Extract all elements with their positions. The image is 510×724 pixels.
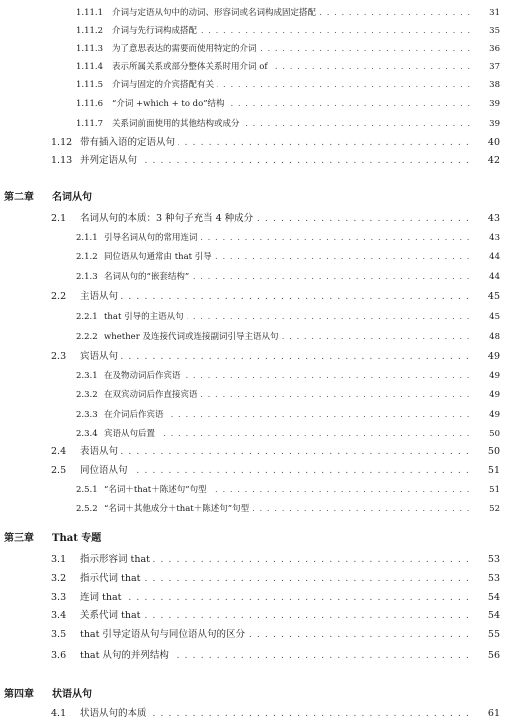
toc-entry-subsection[interactable] — [0, 39, 510, 59]
chapter-number: 第二章 — [4, 192, 34, 203]
page-number: 49 — [489, 410, 500, 420]
section-number: 1.11.2 — [76, 26, 104, 36]
dot-leader — [80, 461, 474, 481]
dot-leader — [80, 442, 474, 462]
section-number: 2.3.3 — [76, 410, 98, 420]
section-title: 表示所属关系或部分整体关系时用介词 of — [112, 57, 270, 77]
page-number: 44 — [489, 252, 500, 262]
toc-entry-section[interactable] — [0, 151, 510, 171]
chapter-title: 状语从句 — [52, 689, 92, 700]
toc-entry-section[interactable] — [0, 588, 510, 608]
page-number: 50 — [489, 429, 500, 439]
page-number: 37 — [489, 62, 500, 72]
section-number: 2.5 — [51, 465, 67, 476]
section-title: 在及物动词后作宾语 — [104, 366, 184, 386]
page-number: 43 — [489, 233, 500, 243]
toc-entry-section[interactable] — [0, 569, 510, 589]
section-title: “介词 +which + to do”结构 — [112, 94, 228, 114]
section-number: 2.1.2 — [76, 252, 98, 262]
section-number: 1.11.4 — [76, 62, 104, 72]
toc-entry-subsection[interactable] — [0, 247, 510, 267]
section-number: 2.3.2 — [76, 390, 98, 400]
section-title: 连词 that — [80, 588, 124, 608]
toc-entry-subsection[interactable] — [0, 228, 510, 248]
section-title: 名词从句的本质：3 种句子充当 4 种成分 — [80, 209, 256, 229]
section-title: 关系词前面使用的其他结构或成分 — [112, 114, 243, 134]
toc-entry-section[interactable] — [0, 442, 510, 462]
section-number: 1.11.5 — [76, 80, 104, 90]
section-number: 2.4 — [51, 446, 67, 457]
toc-entry-subsection[interactable] — [0, 366, 510, 386]
section-number: 1.11.1 — [76, 8, 104, 18]
page-number: 31 — [489, 8, 500, 18]
section-title: 名词从句的“嵌套结构” — [104, 267, 192, 287]
section-title: 表语从句 — [80, 442, 121, 462]
page-number: 53 — [487, 573, 500, 584]
section-title: 介词与固定的介宾搭配有关 — [112, 75, 217, 95]
section-title: 宾语从句后置 — [104, 424, 158, 444]
page-number: 48 — [489, 332, 500, 342]
page-number: 42 — [487, 155, 500, 166]
section-number: 2.3 — [51, 351, 67, 362]
page-number: 39 — [489, 119, 500, 129]
section-title: 指示形容词 that — [80, 550, 153, 570]
section-title: that 引导定语从句与同位语从句的区分 — [80, 625, 248, 645]
toc-entry-section[interactable] — [0, 287, 510, 307]
dot-leader — [80, 588, 474, 608]
toc-entry-subsection[interactable] — [0, 57, 510, 77]
chapter-title: That 专题 — [52, 533, 102, 544]
section-number: 2.5.1 — [76, 485, 98, 495]
toc-entry-subsection[interactable] — [0, 267, 510, 287]
section-title: 在双宾动词后作直接宾语 — [104, 385, 201, 405]
section-title: 关系代词 that — [80, 606, 143, 626]
toc-entry-subsection[interactable] — [0, 114, 510, 134]
section-title: 同位语从句通常由 that 引导 — [104, 247, 215, 267]
section-title: 介词与先行词构成搭配 — [112, 21, 200, 41]
dot-leader — [104, 424, 474, 444]
section-title: 在介词后作宾语 — [104, 405, 167, 425]
page-number: 44 — [489, 272, 500, 282]
section-title: “名词＋其他成分＋that＋陈述句”句型 — [104, 499, 252, 519]
toc-entry-section[interactable] — [0, 550, 510, 570]
page-number: 54 — [487, 610, 500, 621]
section-title: 状语从句的本质 — [80, 704, 150, 724]
toc-entry-subsection[interactable] — [0, 424, 510, 444]
chapter-heading — [0, 684, 510, 706]
section-number: 1.12 — [51, 137, 73, 148]
page-number: 49 — [489, 371, 500, 381]
section-title: 引导名词从句的常用连词 — [104, 228, 201, 248]
toc-entry-section[interactable] — [0, 347, 510, 367]
page-number: 49 — [487, 351, 500, 362]
toc-entry-section[interactable] — [0, 646, 510, 666]
section-number: 2.1.1 — [76, 233, 98, 243]
page-number: 35 — [489, 26, 500, 36]
toc-entry-subsection[interactable] — [0, 94, 510, 114]
page-number: 56 — [487, 650, 500, 661]
section-number: 1.11.3 — [76, 44, 104, 54]
section-number: 3.2 — [51, 573, 67, 584]
page-number: 40 — [487, 137, 500, 148]
section-number: 3.5 — [51, 629, 67, 640]
page-number: 38 — [489, 80, 500, 90]
page-number: 49 — [489, 390, 500, 400]
page-number: 45 — [489, 312, 500, 322]
section-title: that 从句的并列结构 — [80, 646, 172, 666]
toc-entry-subsection[interactable] — [0, 499, 510, 519]
section-title: 同位语从句 — [80, 461, 131, 481]
dot-leader — [80, 287, 474, 307]
toc-entry-section[interactable] — [0, 209, 510, 229]
section-title: 带有插入语的定语从句 — [80, 133, 178, 153]
page-number: 61 — [487, 708, 500, 719]
section-title: 主语从句 — [80, 287, 121, 307]
section-number: 3.1 — [51, 554, 67, 565]
section-title: 宾语从句 — [80, 347, 121, 367]
section-number: 1.11.7 — [76, 119, 104, 129]
section-title: 为了意思表达的需要而使用特定的介词 — [112, 39, 260, 59]
section-number: 3.4 — [51, 610, 67, 621]
section-number: 2.2.1 — [76, 312, 98, 322]
section-number: 2.1 — [51, 213, 67, 224]
toc-entry-section[interactable] — [0, 704, 510, 724]
chapter-title: 名词从句 — [52, 192, 92, 203]
chapter-number: 第四章 — [4, 689, 34, 700]
toc-entry-section[interactable] — [0, 461, 510, 481]
section-number: 2.1.3 — [76, 272, 98, 282]
toc-entry-subsection[interactable] — [0, 327, 510, 347]
page-number: 45 — [487, 291, 500, 302]
section-title: 指示代词 that — [80, 569, 143, 589]
section-number: 2.3.4 — [76, 429, 98, 439]
toc-entry-subsection[interactable] — [0, 480, 510, 500]
section-number: 2.2 — [51, 291, 67, 302]
toc-entry-subsection[interactable] — [0, 21, 510, 41]
toc-entry-subsection[interactable] — [0, 307, 510, 327]
section-title: 介词与定语从句中的动词、形容词或名词构成固定搭配 — [112, 3, 319, 23]
section-title: 并列定语从句 — [80, 151, 140, 171]
section-title: “名词＋that＋陈述句”句型 — [104, 480, 210, 500]
section-number: 2.5.2 — [76, 504, 98, 514]
section-number: 1.11.6 — [76, 99, 104, 109]
section-title: that 引导的主语从句 — [104, 307, 187, 327]
toc-entry-section[interactable] — [0, 133, 510, 153]
chapter-number: 第三章 — [4, 533, 34, 544]
chapter-heading — [0, 187, 510, 209]
page-number: 51 — [489, 485, 500, 495]
section-number: 1.13 — [51, 155, 73, 166]
page-number: 50 — [487, 446, 500, 457]
section-number: 2.3.1 — [76, 371, 98, 381]
page-number: 51 — [487, 465, 500, 476]
toc-entry-subsection[interactable] — [0, 75, 510, 95]
page-number: 39 — [489, 99, 500, 109]
section-number: 3.6 — [51, 650, 67, 661]
section-title: whether 及连接代词或连接副词引导主语从句 — [104, 327, 281, 347]
toc-entry-section[interactable] — [0, 625, 510, 645]
page-number: 43 — [487, 213, 500, 224]
toc-entry-subsection[interactable] — [0, 405, 510, 425]
page-number: 52 — [489, 504, 500, 514]
section-number: 2.2.2 — [76, 332, 98, 342]
page-number: 36 — [489, 44, 500, 54]
toc-entry-subsection[interactable] — [0, 3, 510, 23]
toc-entry-section[interactable] — [0, 606, 510, 626]
toc-entry-subsection[interactable] — [0, 385, 510, 405]
chapter-heading — [0, 528, 510, 550]
page-number: 54 — [487, 592, 500, 603]
section-number: 4.1 — [51, 708, 67, 719]
page-number: 55 — [487, 629, 500, 640]
page-number: 53 — [487, 554, 500, 565]
dot-leader — [80, 347, 474, 367]
section-number: 3.3 — [51, 592, 67, 603]
